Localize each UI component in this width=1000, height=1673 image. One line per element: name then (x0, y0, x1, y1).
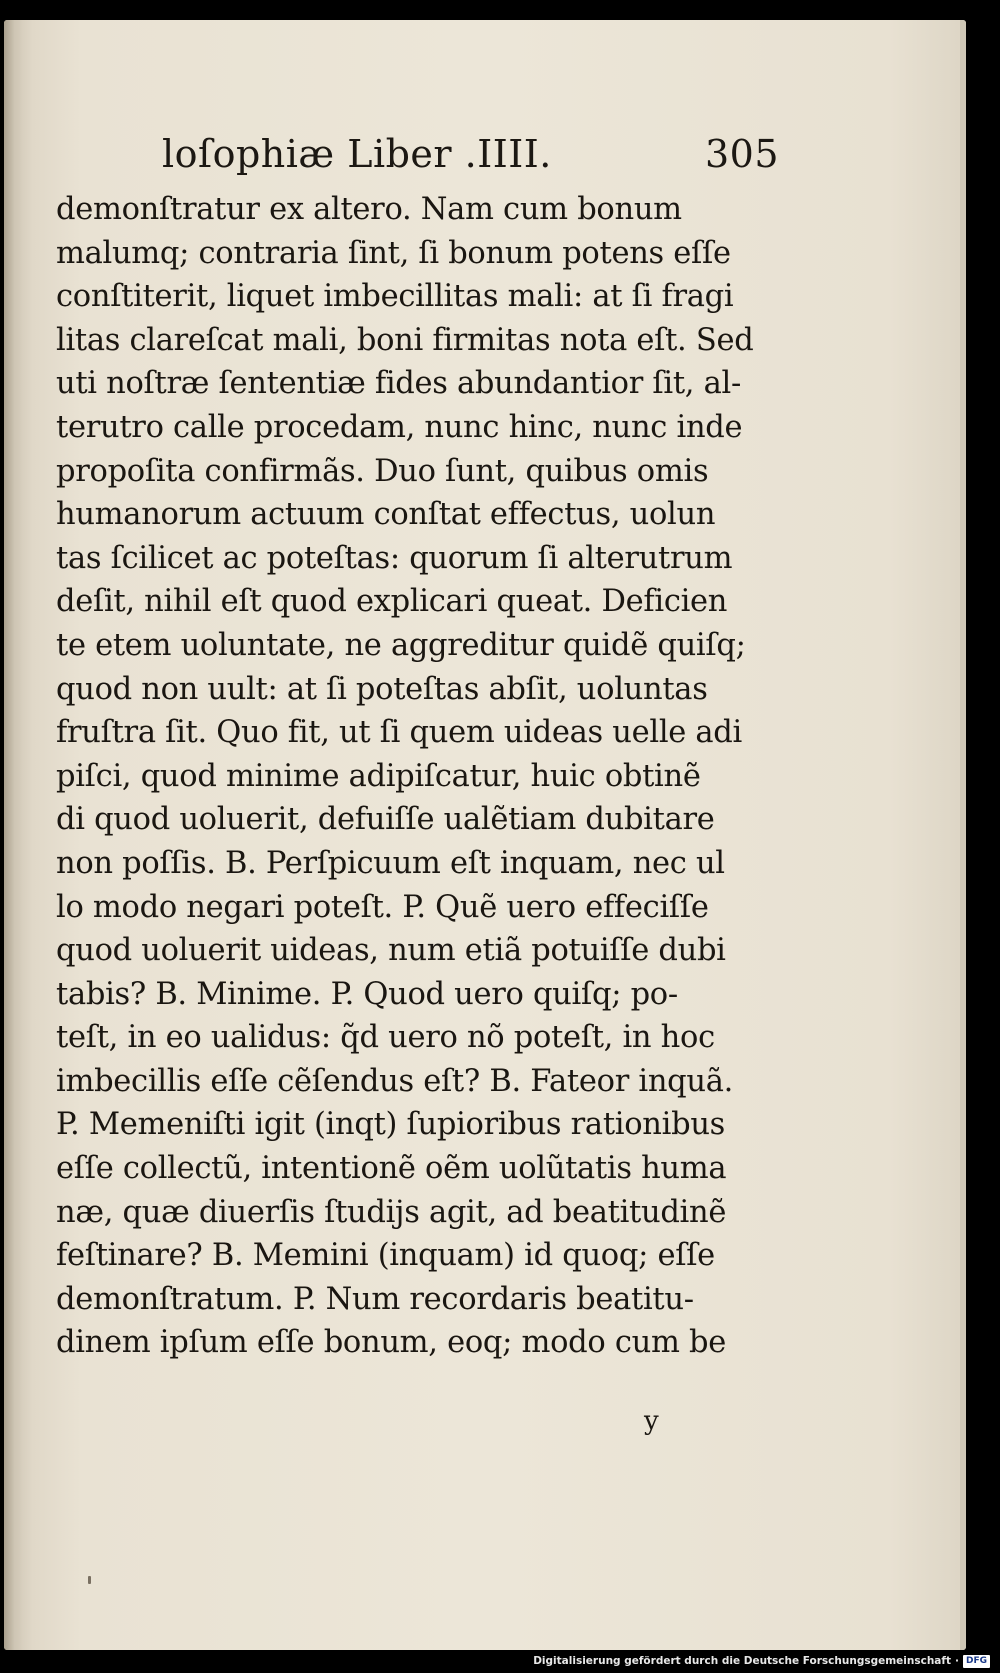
text-line: tas ſcilicet ac poteſtas: quorum ſi alterutrum (56, 540, 733, 576)
text-line: litas clareſcat mali, boni firmitas nota eſt. Sed (56, 322, 754, 358)
text-line: næ, quæ diuerſis ſtudijs agit, ad beatitudinẽ (56, 1194, 727, 1230)
text-line: feſtinare? B. Memini (inquam) id quoq; eſſe (56, 1238, 715, 1274)
text-line: demonſtratum. P. Num recordaris beatitu- (56, 1281, 694, 1317)
text-line: deſit, nihil eſt quod explicari queat. Deficien (56, 584, 728, 620)
text-line: fruſtra ſit. Quo fit, ut ſi quem uideas uelle adi (56, 715, 742, 751)
text-line: dinem ipſum eſſe bonum, eoq; modo cum be (56, 1325, 726, 1361)
credit-separator: · (954, 1655, 959, 1667)
text-line: demonſtratur ex altero. Nam cum bonum (56, 192, 682, 227)
text-line: lo modo negari poteſt. P. Quẽ uero effeciſſe (56, 889, 709, 925)
text-line: P. Memeniſti igit (inqt) ſupioribus rationibus (56, 1107, 726, 1143)
signature-mark: y (644, 1406, 659, 1436)
text-line: quod uoluerit uideas, num etiã potuiſſe dubi (56, 933, 726, 969)
text-line: teſt, in eo ualidus: q̃d uero nõ poteſt, in hoc (56, 1020, 715, 1056)
text-line: humanorum actuum conſtat effectus, uolun (56, 497, 716, 533)
running-head-title: loſophiæ Liber .IIII. (162, 132, 552, 176)
text-line: di quod uoluerit, defuiſſe ualẽtiam dubitare (56, 802, 715, 838)
text-line: uti noſtræ ſententiæ fides abundantior ſit, al- (56, 366, 741, 402)
page-number: 305 (705, 132, 780, 176)
text-line: tabis? B. Minime. P. Quod uero quiſq; po- (56, 976, 678, 1012)
text-line: terutro calle procedam, nunc hinc, nunc inde (56, 409, 743, 445)
credit-text: Digitalisierung gefördert durch die Deutsche Forschungsgemeinschaft (533, 1655, 951, 1667)
text-line: eſſe collectũ, intentionẽ oẽm uolũtatis huma (56, 1151, 727, 1187)
dfg-logo: DFG (963, 1655, 990, 1668)
book-page (4, 20, 966, 1650)
text-line: quod non uult: at ſi poteſtas abſit, uoluntas (56, 671, 708, 707)
text-line: te etem uoluntate, ne aggreditur quidẽ quiſq; (56, 627, 746, 663)
text-line: conſtiterit, liquet imbecillitas mali: at ſi fragi (56, 279, 734, 315)
text-line: piſci, quod minime adipiſcatur, huic obtinẽ (56, 758, 701, 794)
digitization-credit (533, 1653, 990, 1669)
text-line: non poſſis. B. Perſpicuum eſt inquam, nec ul (56, 845, 725, 881)
text-line: imbecillis eſſe cẽſendus eſt? B. Fateor inquã. (56, 1063, 734, 1099)
text-line: malumq; contraria ſint, ſi bonum potens eſſe (56, 235, 731, 271)
running-head (162, 132, 780, 184)
stray-ink-mark (88, 1576, 91, 1584)
body-text (56, 188, 756, 1365)
text-line: propoſita confirmãs. Duo ſunt, quibus omis (56, 453, 709, 489)
